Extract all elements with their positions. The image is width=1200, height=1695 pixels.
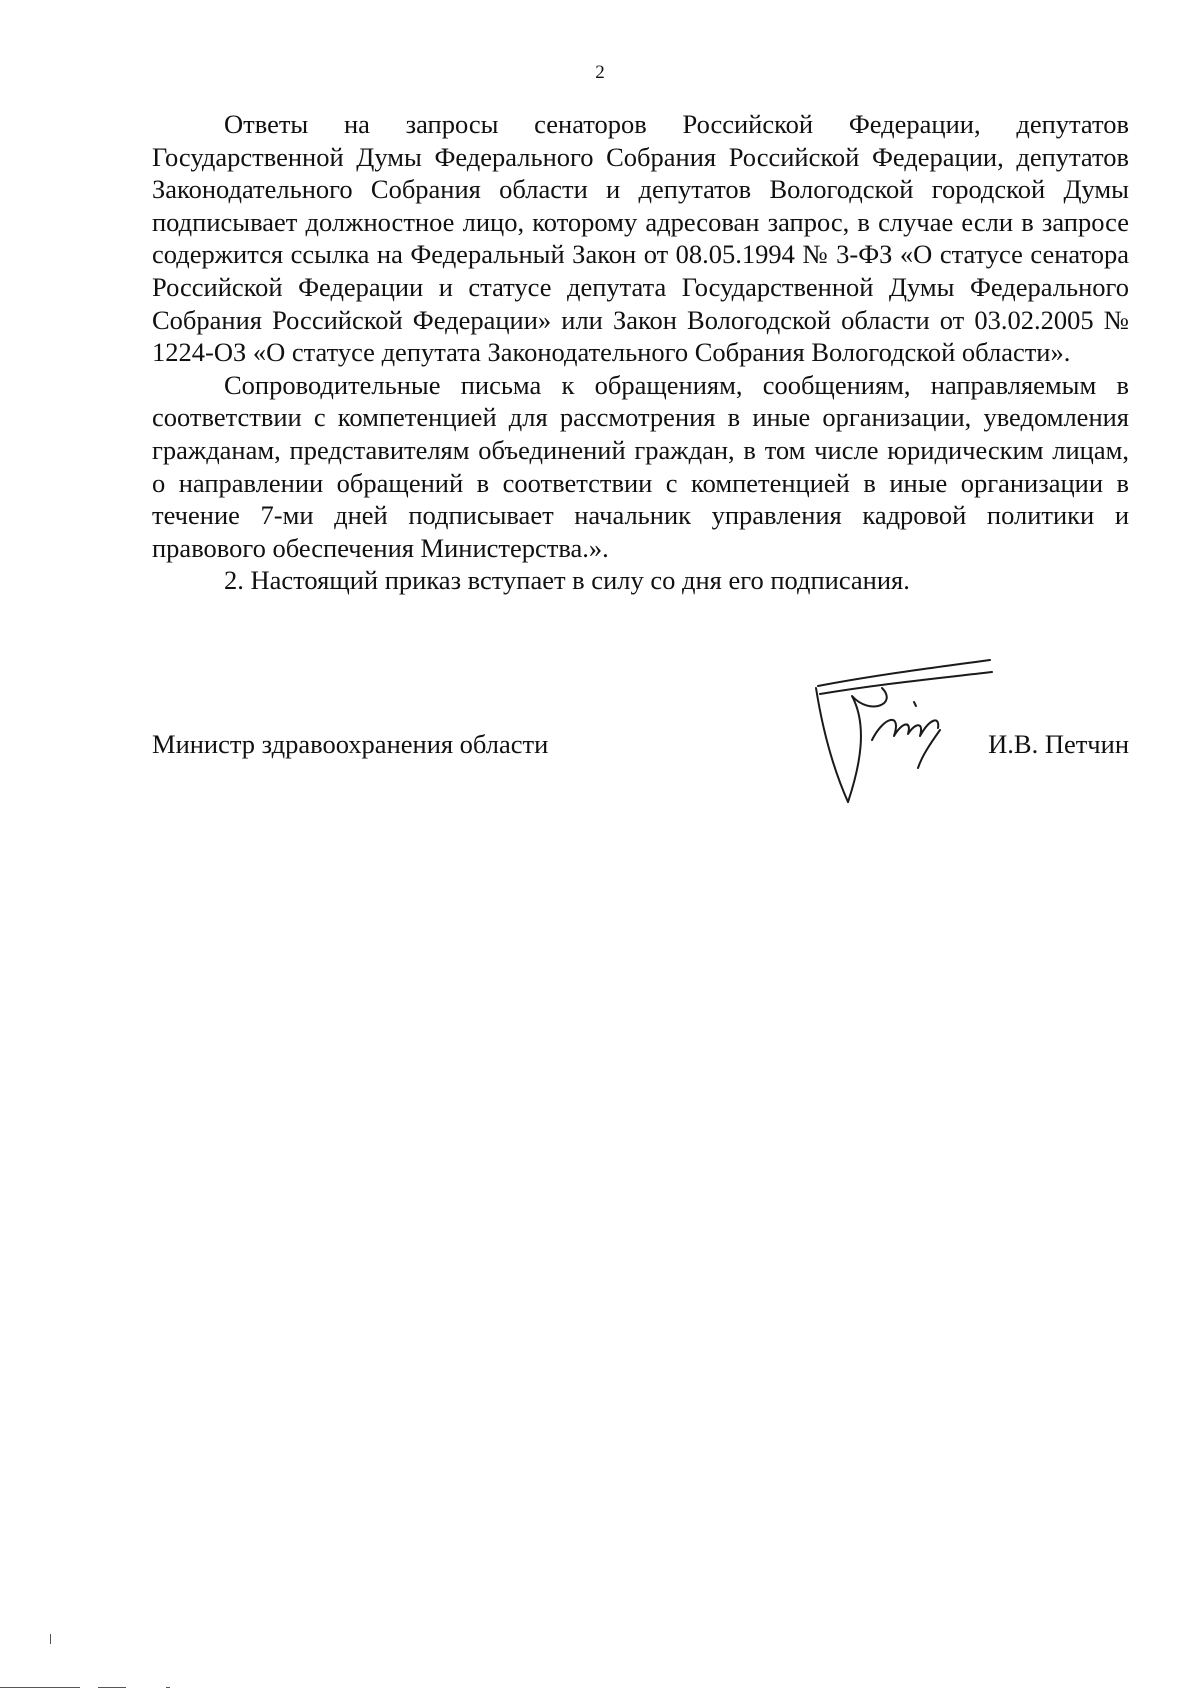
scan-artifact bbox=[98, 1687, 126, 1688]
scan-artifact bbox=[0, 1687, 80, 1688]
signer-name: И.В. Петчин bbox=[988, 729, 1129, 759]
signer-position: Министр здравоохранения области bbox=[152, 729, 549, 759]
page-number: 2 bbox=[595, 62, 605, 83]
document-body bbox=[152, 108, 1129, 597]
paragraph: Сопроводительные письма к обращениям, сообщениям, направляемым в соответствии с компетенцией для рассмотрения в иные организации, уведомления гражданам, представителям объединений граждан, в том числе юридическим лицам, о направлении обращений в соответствии с компетенцией в иные организации в течение 7-ми дней подписывает начальник управления кадровой политики и правового обеспечения Министерства.». bbox=[152, 369, 1129, 563]
paragraph-clause-2: 2. Настоящий приказ вступает в силу со дня его подписания. bbox=[224, 565, 910, 596]
scan-artifact bbox=[166, 1687, 170, 1688]
scan-artifact bbox=[50, 1634, 51, 1644]
paragraph: Ответы на запросы сенаторов Российской Федерации, депутатов Государственной Думы Федерального Собрания Российской Федерации, депутатов Законодательного Собрания области и депутатов Вологодской городской Думы подписывает должностное лицо, которому адресован запрос, в случае если в запросе содержится ссылка на Федеральный Закон от 08.05.1994 № 3-ФЗ «О статусе сенатора Российской Федерации и статусе депутата Государственной Думы Федерального Собрания Российской Федерации» или Закон Вологодской области от 03.02.2005 № 1224-ОЗ «О статусе депутата Законодательного Собрания Вологодской области». bbox=[152, 109, 1129, 368]
handwritten-signature bbox=[810, 656, 996, 806]
